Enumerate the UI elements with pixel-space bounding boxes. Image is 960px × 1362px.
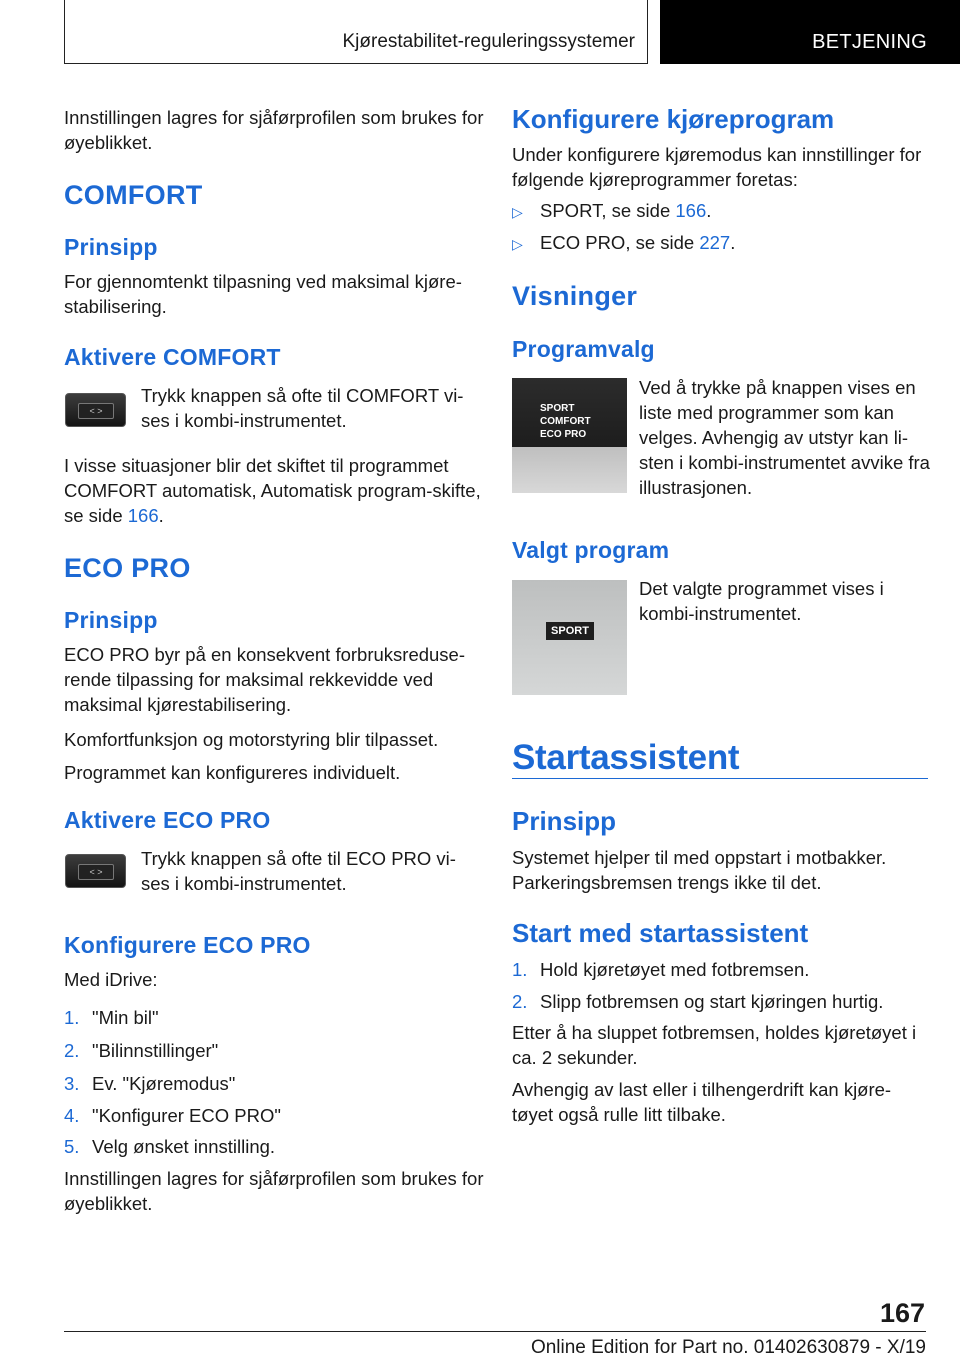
- header-section-box: [64, 0, 648, 64]
- page-link-166[interactable]: 166: [127, 505, 159, 526]
- eco-comfort-line: Komfortfunksjon og motorstyring blir tilpasset.: [64, 729, 439, 750]
- mode-button-image-eco: < >: [65, 854, 126, 888]
- comfort-principle-text: For gjennomtenkt tilpasning ved maksimal kjøre-stabilisering.: [64, 271, 462, 317]
- eco-activate-text: Trykk knappen så ofte til ECO PRO vi-ses i kombi-instrumentet.: [141, 848, 456, 894]
- footer-edition: Online Edition for Part no. 01402630879 - X/19: [530, 1337, 926, 1358]
- comfort-auto-text: I visse situasjoner blir det skiftet til programmet COMFORT automatisk, Automatisk program-skifte, se side 166.: [64, 455, 481, 526]
- list-item: 2. "Bilinnstillinger": [64, 1040, 219, 1061]
- valgt-program-text: Det valgte programmet vises i kombi-instrumentet.: [639, 578, 884, 624]
- section-divider: [512, 778, 928, 779]
- eco-saved-text: Innstillingen lagres for sjåførprofilen som brukes for øyeblikket.: [64, 1168, 484, 1214]
- config-program-text: Under konfigurere kjøremodus kan innstillinger for følgende kjøreprogrammer foretas:: [512, 144, 922, 190]
- startassistent-title: Startassistent: [512, 738, 740, 777]
- eco-config-line: Programmet kan konfigureres individuelt.: [64, 762, 401, 783]
- selected-program-illustration: SPORT: [512, 580, 627, 695]
- start-principle-text: Systemet hjelper til med oppstart i motbakker. Parkeringsbremsen trengs ikke til det.: [512, 847, 887, 893]
- start-with-heading: Start med startassistent: [512, 918, 809, 948]
- header-chapter-box: [660, 0, 960, 64]
- page-link-227[interactable]: 227: [699, 232, 731, 253]
- eco-principle-heading: Prinsipp: [64, 607, 158, 633]
- eco-activate-heading: Aktivere ECO PRO: [64, 807, 271, 833]
- header-chapter-title: BETJENING: [812, 31, 927, 53]
- comfort-principle-heading: Prinsipp: [64, 234, 158, 260]
- programvalg-heading: Programvalg: [512, 336, 655, 362]
- list-item: 4. "Konfigurer ECO PRO": [64, 1105, 281, 1126]
- page-link-166[interactable]: 166: [675, 200, 707, 221]
- valgt-program-heading: Valgt program: [512, 537, 670, 563]
- eco-title: ECO PRO: [64, 553, 191, 583]
- list-item: ▷ SPORT, se side 166.: [512, 200, 712, 221]
- mode-button-image: < >: [65, 393, 126, 427]
- after-release-text: Etter å ha sluppet fotbremsen, holdes kjøretøyet i ca. 2 sekunder.: [512, 1022, 917, 1068]
- eco-principle-text: ECO PRO byr på en konsekvent forbruksreduse-rende tilpassing for maksimal rekkevidde ved maksimal kjørestabilisering.: [64, 644, 466, 715]
- program-list-illustration: SPORT COMFORT ECO PRO: [512, 378, 627, 493]
- list-item: 5. Velg ønsket innstilling.: [64, 1136, 276, 1157]
- load-text: Avhengig av last eller i tilhengerdrift kan kjøre-tøyet også rulle litt tilbake.: [512, 1079, 892, 1125]
- programvalg-text: Ved å trykke på knappen vises en liste med programmer som kan velges. Avhengig av utstyr kan li-sten i kombi-instrumentet avvike fra illustrasjonen.: [639, 377, 930, 498]
- views-title: Visninger: [512, 281, 638, 311]
- comfort-activate-heading: Aktivere COMFORT: [64, 344, 281, 370]
- header-section-title: Kjørestabilitet-reguleringssystemer: [342, 31, 635, 52]
- list-item: 3. Ev. "Kjøremodus": [64, 1073, 236, 1094]
- comfort-title: COMFORT: [64, 180, 203, 210]
- page-number: 167: [880, 1298, 926, 1328]
- list-item: 1. "Min bil": [64, 1007, 159, 1028]
- start-principle-heading: Prinsipp: [512, 806, 617, 836]
- list-item: 1. Hold kjøretøyet med fotbremsen.: [512, 959, 810, 980]
- list-item: ▷ ECO PRO, se side 227.: [512, 232, 736, 253]
- idrive-label: Med iDrive:: [64, 969, 158, 990]
- eco-config-heading: Konfigurere ECO PRO: [64, 932, 311, 958]
- footer-rule: [64, 1331, 926, 1332]
- intro-text: Innstillingen lagres for sjåførprofilen som brukes for øyeblikket.: [64, 107, 484, 153]
- config-program-heading: Konfigurere kjøreprogram: [512, 104, 835, 134]
- list-item: 2. Slipp fotbremsen og start kjøringen hurtig.: [512, 991, 884, 1012]
- comfort-activate-text: Trykk knappen så ofte til COMFORT vi-ses i kombi-instrumentet.: [141, 385, 464, 431]
